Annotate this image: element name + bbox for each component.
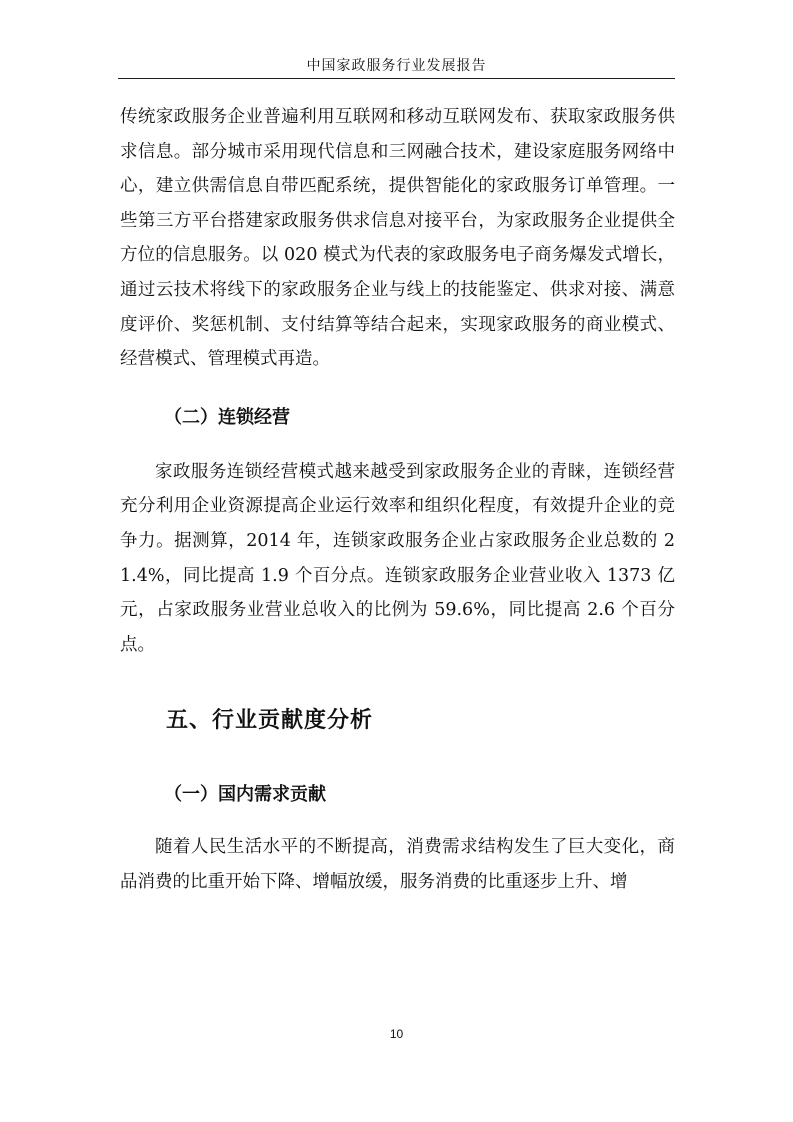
page-number: 10 <box>389 1027 404 1041</box>
subheading-domestic-demand: （一）国内需求贡献 <box>164 784 326 806</box>
running-header: 中国家政服务行业发展报告 <box>306 58 487 74</box>
paragraph-chain-operation: 家政服务连锁经营模式越来越受到家政服务企业的青睐，连锁经营充分利用企业资源提高企业运行效率和组织化程度，有效提升企业的竞争力。据测算，2014 年，连锁家政服务企业占家政服务企业总数的 21.4%，同比提高 1.9 个百分点。连锁家政服务企业营业收入 1373 亿元，占家政服务业营业总收入的比例为 59.6%，同比提高 2.6 个百分点。 <box>120 461 675 655</box>
section-heading-industry-contribution: 五、行业贡献度分析 <box>166 708 374 734</box>
subheading-chain-operation: （二）连锁经营 <box>164 406 290 428</box>
paragraph-domestic-demand: 随着人民生活水平的不断提高，消费需求结构发生了巨大变化，商品消费的比重开始下降、增幅放缓，服务消费的比重逐步上升、增 <box>120 837 675 892</box>
header-rule <box>118 78 675 79</box>
paragraph-info-services: 传统家政服务企业普遍利用互联网和移动互联网发布、获取家政服务供求信息。部分城市采用现代信息和三网融合技术，建设家庭服务网络中心，建立供需信息自带匹配系统，提供智能化的家政服务订单管理。一些第三方平台搭建家政服务供求信息对接平台，为家政服务企业提供全方位的信息服务。以 020 模式为代表的家政服务电子商务爆发式增长，通过云技术将线下的家政服务企业与线上的技能鉴定、供求对接、满意度评价、奖惩机制、支付结算等结合起来，实现家政服务的商业模式、经营模式、管理模式再造。 <box>120 107 675 370</box>
document-body <box>120 100 675 900</box>
